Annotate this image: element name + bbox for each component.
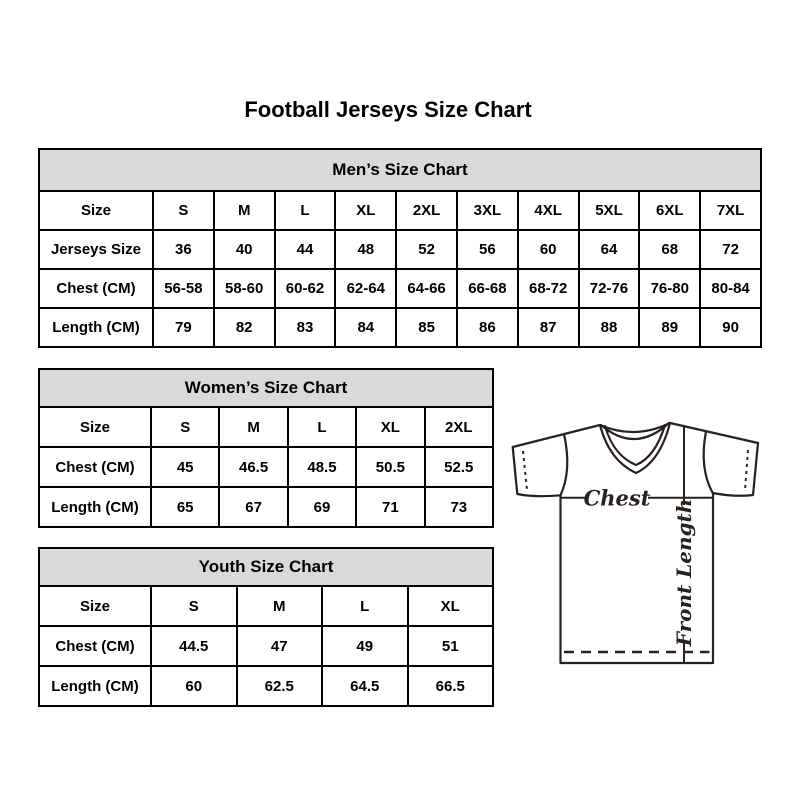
front-length-label: Front Length: [672, 498, 696, 647]
row-header-cell: Length (CM): [39, 487, 151, 527]
table-title: Youth Size Chart: [39, 548, 493, 586]
table-cell: 60: [151, 666, 237, 706]
table-cell: 50.5: [356, 447, 424, 487]
table-cell: 4XL: [518, 191, 579, 230]
table-cell: 56-58: [153, 269, 214, 308]
table-cell: 3XL: [457, 191, 518, 230]
table-cell: 52: [396, 230, 457, 269]
jersey-left-cuff-stitch: [523, 451, 527, 490]
table-cell: 84: [335, 308, 396, 347]
table-cell: 2XL: [425, 407, 493, 447]
table-cell: M: [237, 586, 323, 626]
jersey-right-armhole-seam: [704, 432, 713, 494]
table-cell: 36: [153, 230, 214, 269]
table-cell: 83: [275, 308, 336, 347]
table-cell: 52.5: [425, 447, 493, 487]
table-cell: 68-72: [518, 269, 579, 308]
row-header-cell: Length (CM): [39, 666, 151, 706]
row-header-cell: Chest (CM): [39, 269, 153, 308]
table-cell: 65: [151, 487, 219, 527]
table-cell: XL: [408, 586, 494, 626]
table-row: [39, 230, 761, 269]
table-row: [39, 666, 493, 706]
table-row: [39, 269, 761, 308]
mens-size-table: [38, 148, 762, 348]
table-title-row: [39, 149, 761, 191]
table-title: Men’s Size Chart: [39, 149, 761, 191]
table-cell: L: [288, 407, 356, 447]
table-cell: 7XL: [700, 191, 761, 230]
jersey-measurement-diagram: [500, 410, 772, 676]
jersey-right-cuff-stitch: [745, 450, 748, 490]
table-cell: 89: [639, 308, 700, 347]
table-cell: 47: [237, 626, 323, 666]
mens-table: [38, 148, 762, 348]
table-cell: 64: [579, 230, 640, 269]
table-cell: 2XL: [396, 191, 457, 230]
table-cell: 60-62: [275, 269, 336, 308]
table-cell: L: [322, 586, 408, 626]
table-cell: 68: [639, 230, 700, 269]
table-row: [39, 407, 493, 447]
table-cell: 66.5: [408, 666, 494, 706]
table-cell: 62.5: [237, 666, 323, 706]
table-cell: 48.5: [288, 447, 356, 487]
table-title: Women’s Size Chart: [39, 369, 493, 407]
table-cell: 62-64: [335, 269, 396, 308]
row-header-cell: Jerseys Size: [39, 230, 153, 269]
youth-table: [38, 547, 494, 707]
table-cell: 67: [219, 487, 287, 527]
table-row: [39, 308, 761, 347]
row-header-cell: Size: [39, 191, 153, 230]
row-header-cell: Length (CM): [39, 308, 153, 347]
table-cell: 64.5: [322, 666, 408, 706]
table-cell: 64-66: [396, 269, 457, 308]
table-title-row: [39, 369, 493, 407]
table-cell: 73: [425, 487, 493, 527]
table-cell: 56: [457, 230, 518, 269]
table-cell: S: [151, 407, 219, 447]
table-cell: 5XL: [579, 191, 640, 230]
table-cell: 76-80: [639, 269, 700, 308]
table-row: [39, 191, 761, 230]
table-cell: 51: [408, 626, 494, 666]
table-cell: 79: [153, 308, 214, 347]
table-cell: XL: [356, 407, 424, 447]
table-cell: 66-68: [457, 269, 518, 308]
table-cell: 48: [335, 230, 396, 269]
table-cell: 58-60: [214, 269, 275, 308]
table-cell: 45: [151, 447, 219, 487]
jersey-outline: [513, 423, 758, 663]
table-cell: M: [219, 407, 287, 447]
table-cell: L: [275, 191, 336, 230]
table-cell: 87: [518, 308, 579, 347]
row-header-cell: Chest (CM): [39, 626, 151, 666]
table-cell: 88: [579, 308, 640, 347]
table-cell: XL: [335, 191, 396, 230]
jersey-left-armhole-seam: [561, 434, 568, 495]
table-cell: 90: [700, 308, 761, 347]
table-row: [39, 447, 493, 487]
table-cell: S: [151, 586, 237, 626]
table-cell: M: [214, 191, 275, 230]
row-header-cell: Size: [39, 586, 151, 626]
table-cell: 80-84: [700, 269, 761, 308]
table-cell: 82: [214, 308, 275, 347]
table-cell: 72-76: [579, 269, 640, 308]
table-cell: 85: [396, 308, 457, 347]
table-cell: 40: [214, 230, 275, 269]
table-cell: 44.5: [151, 626, 237, 666]
table-cell: 69: [288, 487, 356, 527]
chest-label: Chest: [583, 485, 651, 511]
table-title-row: [39, 548, 493, 586]
table-row: [39, 487, 493, 527]
table-cell: 72: [700, 230, 761, 269]
table-cell: 49: [322, 626, 408, 666]
row-header-cell: Chest (CM): [39, 447, 151, 487]
table-row: [39, 586, 493, 626]
table-row: [39, 626, 493, 666]
youth-size-table: [38, 547, 494, 707]
womens-size-table: [38, 368, 494, 528]
table-cell: 6XL: [639, 191, 700, 230]
womens-table: [38, 368, 494, 528]
page-title: Football Jerseys Size Chart: [244, 97, 532, 122]
table-cell: 60: [518, 230, 579, 269]
table-cell: 44: [275, 230, 336, 269]
row-header-cell: Size: [39, 407, 151, 447]
table-cell: 71: [356, 487, 424, 527]
table-cell: 46.5: [219, 447, 287, 487]
table-cell: 86: [457, 308, 518, 347]
table-cell: S: [153, 191, 214, 230]
